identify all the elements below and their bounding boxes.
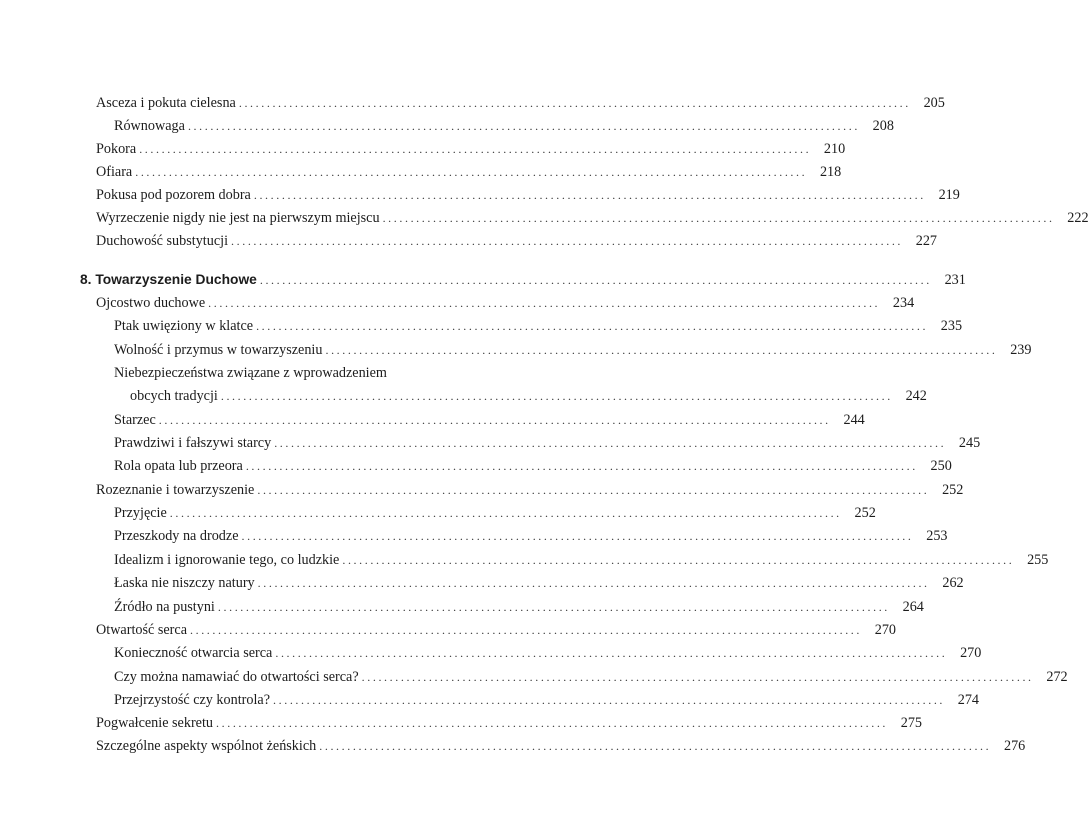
dot-leader: ........................................................................................................................: [208, 296, 881, 310]
toc-entry-page: 272: [1046, 669, 1068, 685]
toc-entry-title: Rola opata lub przeora: [114, 458, 243, 474]
toc-entry: [114, 456, 952, 476]
toc-entry: [96, 208, 1089, 228]
dot-leader: ........................................................................................................................: [274, 436, 947, 450]
toc-entry-title: Przeszkody na drodze: [114, 528, 239, 544]
toc-entry-page: 276: [1003, 738, 1026, 754]
toc-entry: [114, 433, 981, 453]
dot-leader: ........................................................................................................................: [275, 646, 948, 660]
toc-entry-page: 222: [1067, 210, 1089, 226]
toc-entry: [96, 480, 964, 500]
toc-entry-title: Przyjęcie: [114, 505, 167, 521]
toc-entry-title-line1: Niebezpieczeństwa związane z wprowadzeniem: [114, 365, 387, 381]
toc-entry-page: 208: [872, 118, 894, 134]
toc-entry-title: Duchowość substytucji: [96, 233, 229, 249]
toc-entry: [96, 620, 896, 640]
toc-entry-page: 250: [930, 458, 952, 474]
toc-entry-page: 262: [942, 575, 964, 591]
toc-entry: [96, 185, 960, 205]
dot-leader: ........................................................................................................................: [257, 483, 930, 497]
toc-entry-page: 252: [942, 482, 964, 498]
toc-entry: [114, 116, 894, 136]
dot-leader: ........................................................................................................................: [382, 211, 1055, 225]
toc-entry-title: Pokusa pod pozorem dobra: [96, 187, 251, 203]
toc-entry-title: Idealizm i ignorowanie tego, co ludzkie: [114, 552, 340, 568]
dot-leader: ........................................................................................................................: [257, 576, 930, 590]
dot-leader: ........................................................................................................................: [241, 529, 914, 543]
toc-entry: [114, 573, 964, 593]
toc-entry: [96, 93, 945, 113]
toc-entry: [114, 690, 980, 710]
dot-leader: ........................................................................................................................: [361, 670, 1034, 684]
toc-entry-title: Prawdziwi i fałszywi starcy: [114, 435, 272, 451]
toc-entry-title: Przejrzystość czy kontrola?: [114, 692, 271, 708]
dot-leader: ........................................................................................................................: [220, 389, 893, 403]
toc-chapter-heading: [80, 270, 966, 290]
toc-entry: [96, 736, 1026, 756]
toc-entry: [114, 550, 1049, 570]
toc-entry-page: 219: [938, 187, 960, 203]
dot-leader: ........................................................................................................................: [238, 96, 911, 110]
toc-entry-page: 270: [960, 645, 982, 661]
toc-entry: [114, 503, 876, 523]
toc-entry: [96, 713, 923, 733]
toc-entry-title: Pokora: [96, 141, 137, 157]
toc-entry: [96, 162, 842, 182]
dot-leader: ........................................................................................................................: [216, 716, 889, 730]
toc-entry-title: Pogwałcenie sekretu: [96, 715, 214, 731]
toc-entry-title: Łaska nie niszczy natury: [114, 575, 255, 591]
dot-leader: ........................................................................................................................: [135, 165, 808, 179]
toc-entry-title: Otwartość serca: [96, 622, 187, 638]
chapter-title: 8. Towarzyszenie Duchowe: [80, 272, 257, 287]
toc-entry-page: 275: [900, 715, 923, 731]
toc-entry-page: 255: [1027, 552, 1049, 568]
toc-entry-page: 253: [926, 528, 948, 544]
toc-entry-page: 218: [819, 164, 842, 180]
toc-entry-page: 231: [944, 272, 966, 288]
dot-leader: ........................................................................................................................: [217, 600, 890, 614]
toc-entry-page: 235: [940, 318, 963, 334]
dot-leader: ........................................................................................................................: [325, 343, 998, 357]
toc-entry-page: 264: [902, 599, 924, 615]
toc-entry-title: Ofiara: [96, 164, 133, 180]
toc-entry: [114, 410, 865, 430]
dot-leader: ........................................................................................................................: [231, 234, 904, 248]
dot-leader: ........................................................................................................................: [169, 506, 842, 520]
toc-entry-page: 210: [823, 141, 846, 157]
dot-leader: ........................................................................................................................: [190, 623, 862, 637]
toc-entry-title: Równowaga: [114, 118, 185, 134]
dot-leader: ........................................................................................................................: [245, 459, 918, 473]
toc-entry-title: Szczególne aspekty wspólnot żeńskich: [96, 738, 317, 754]
toc-entry-title: Ptak uwięziony w klatce: [114, 318, 254, 334]
dot-leader: ........................................................................................................................: [273, 693, 946, 707]
toc-entry: [114, 316, 963, 336]
toc-entry-title: Wolność i przymus w towarzyszeniu: [114, 342, 323, 358]
toc-entry-title: Wyrzeczenie nigdy nie jest na pierwszym miejscu: [96, 210, 380, 226]
toc-entry-page: 245: [958, 435, 981, 451]
toc-entry-title: Rozeznanie i towarzyszenie: [96, 482, 255, 498]
toc-entry: [114, 667, 1068, 687]
toc-entry-title: Starzec: [114, 412, 156, 428]
dot-leader: ........................................................................................................................: [256, 319, 929, 333]
dot-leader: ........................................................................................................................: [259, 273, 932, 287]
toc-entry-page: 242: [905, 388, 927, 404]
toc-entry-page: 227: [915, 233, 938, 249]
toc-entry: [130, 386, 927, 406]
toc-entry-page: 205: [923, 95, 945, 111]
toc-entry-page: 270: [874, 622, 896, 638]
toc-entry-page: 274: [957, 692, 980, 708]
toc-entry: [114, 597, 924, 617]
dot-leader: ........................................................................................................................: [187, 119, 860, 133]
dot-leader: ........................................................................................................................: [158, 413, 831, 427]
toc-entry: [96, 231, 938, 251]
toc-entry: [96, 139, 846, 159]
toc-entry-title: Źródło na pustyni: [114, 599, 215, 615]
toc-entry-title: Czy można namawiać do otwartości serca?: [114, 669, 359, 685]
toc-entry: [114, 643, 982, 663]
toc-entry-title: Konieczność otwarcia serca: [114, 645, 273, 661]
dot-leader: ........................................................................................................................: [139, 142, 812, 156]
toc-entry-title: Asceza i pokuta cielesna: [96, 95, 236, 111]
toc-entry-page: 244: [843, 412, 865, 428]
toc-entry: [96, 293, 915, 313]
dot-leader: ........................................................................................................................: [319, 739, 992, 753]
toc-entry-page: 252: [854, 505, 876, 521]
toc-entry: [114, 340, 1032, 360]
toc-entry-title: Ojcostwo duchowe: [96, 295, 206, 311]
dot-leader: ........................................................................................................................: [342, 553, 1015, 567]
toc-entry-page: 239: [1010, 342, 1032, 358]
toc-entry: [114, 526, 948, 546]
toc-entry-page: 234: [892, 295, 915, 311]
dot-leader: ........................................................................................................................: [253, 188, 926, 202]
toc-entry-title: obcych tradycji: [130, 388, 218, 404]
